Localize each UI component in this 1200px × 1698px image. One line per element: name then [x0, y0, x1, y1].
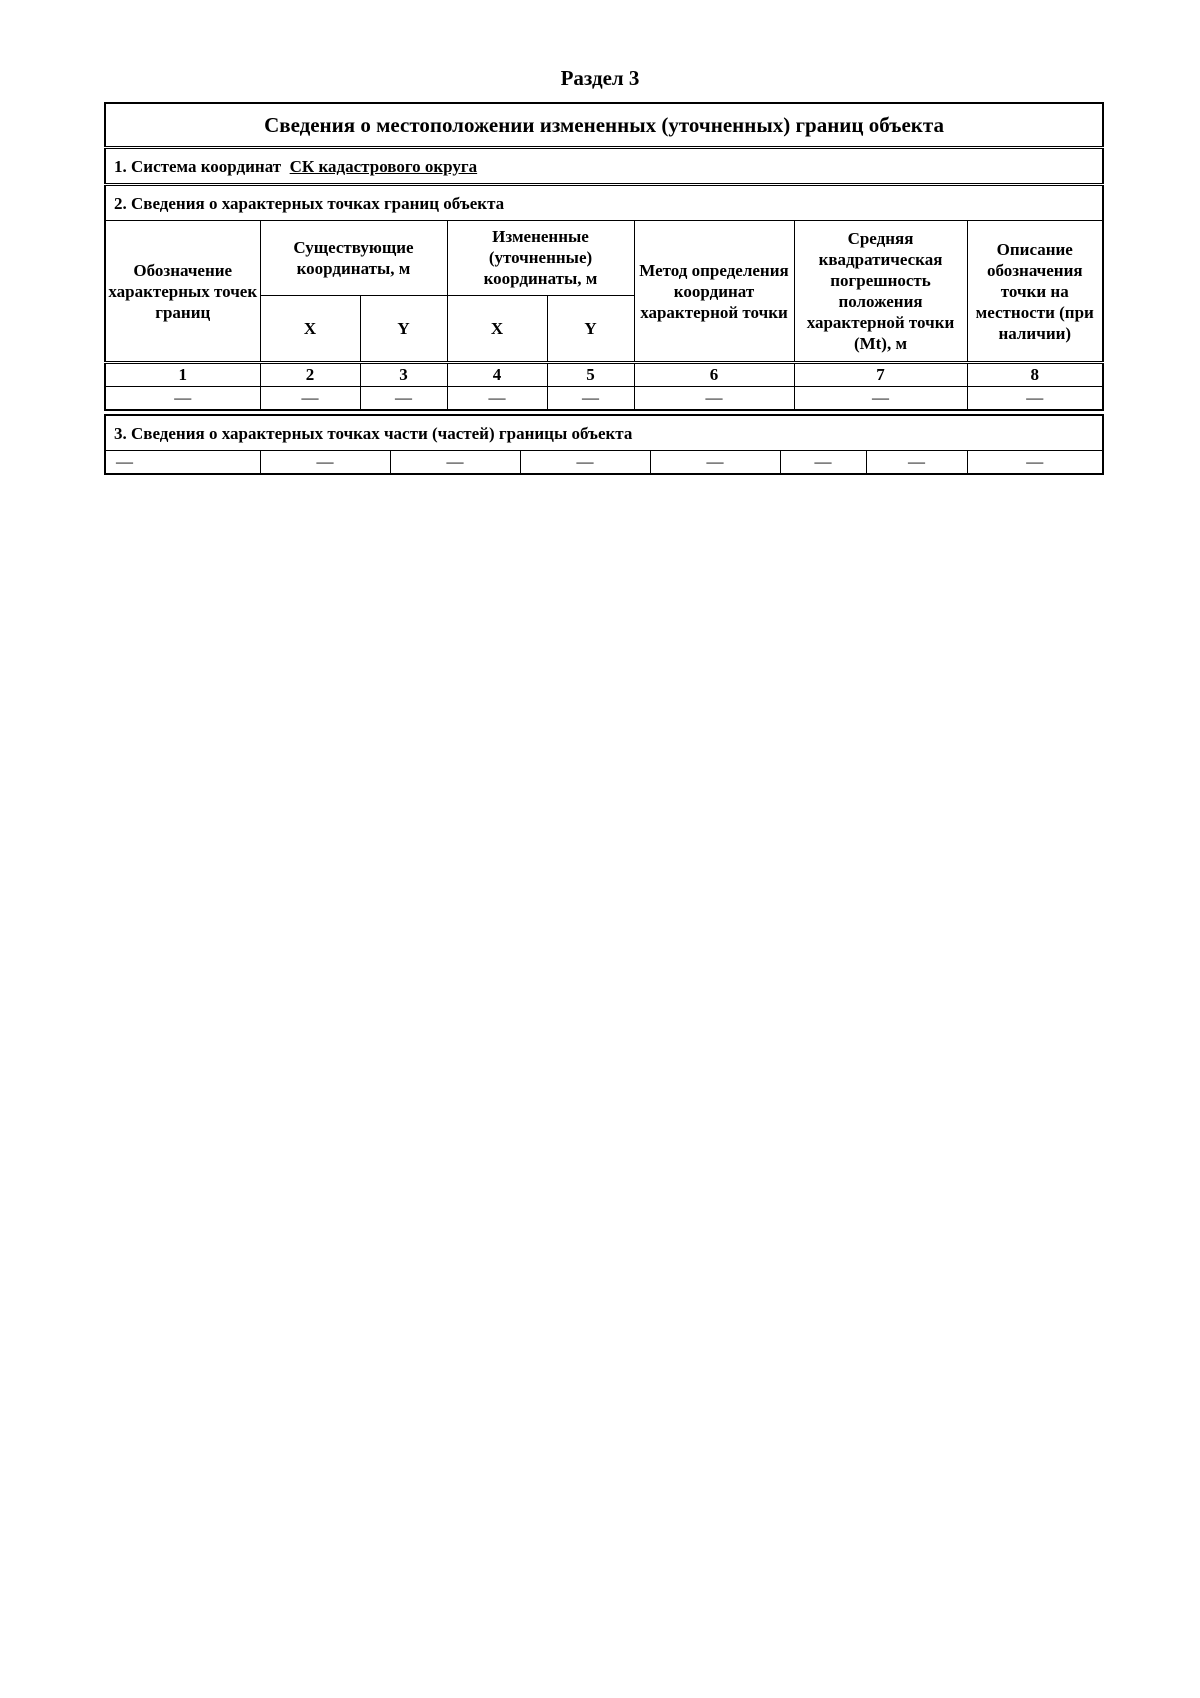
coord-system-row [105, 148, 1103, 185]
col-designation-header: Обозначение характерных точек границ [105, 221, 260, 363]
col-number: 4 [447, 363, 547, 387]
col-number: 7 [794, 363, 967, 387]
table-cell: — [780, 451, 866, 475]
col-existing-y-header: Y [360, 295, 447, 362]
table-cell: — [105, 387, 260, 411]
col-number: 3 [360, 363, 447, 387]
col-number: 2 [260, 363, 360, 387]
coord-system-label: 1. Система координат [114, 156, 282, 176]
coord-system-value: СК кадастрового округа [289, 156, 478, 176]
boundary-form [104, 102, 1102, 475]
col-method-header: Метод определения координат характерной точки [634, 221, 794, 363]
table-cell: — [260, 451, 390, 475]
points-table [104, 102, 1104, 411]
col-number: 1 [105, 363, 260, 387]
table-cell: — [520, 451, 650, 475]
col-error-header: Средняя квадратическая погрешность положения характерной точки (Mt), м [794, 221, 967, 363]
table-cell: — [105, 451, 260, 475]
table-cell: — [634, 387, 794, 411]
col-existing-x-header: X [260, 295, 360, 362]
col-description-header: Описание обозначения точки на местности (при наличии) [967, 221, 1103, 363]
col-changed-header: Измененные (уточненные) координаты, м [447, 221, 634, 296]
parts-table [104, 414, 1104, 475]
table-cell: — [360, 387, 447, 411]
table-cell: — [447, 387, 547, 411]
table-cell: — [794, 387, 967, 411]
table-cell: — [390, 451, 520, 475]
form-title: Сведения о местоположении измененных (уточненных) границ объекта [105, 103, 1103, 148]
col-number: 6 [634, 363, 794, 387]
col-changed-y-header: Y [547, 295, 634, 362]
table-cell: — [547, 387, 634, 411]
col-changed-x-header: X [447, 295, 547, 362]
section-title: Раздел 3 [560, 66, 640, 90]
col-existing-header: Существующие координаты, м [260, 221, 447, 296]
table-cell: — [866, 451, 967, 475]
col-number: 8 [967, 363, 1103, 387]
table-cell: — [967, 451, 1103, 475]
table-cell: — [260, 387, 360, 411]
parts-heading: 3. Сведения о характерных точках части (частей) границы объекта [105, 415, 1103, 451]
points-heading: 2. Сведения о характерных точках границ объекта [105, 185, 1103, 221]
table-cell: — [650, 451, 780, 475]
col-number: 5 [547, 363, 634, 387]
table-cell: — [967, 387, 1103, 411]
